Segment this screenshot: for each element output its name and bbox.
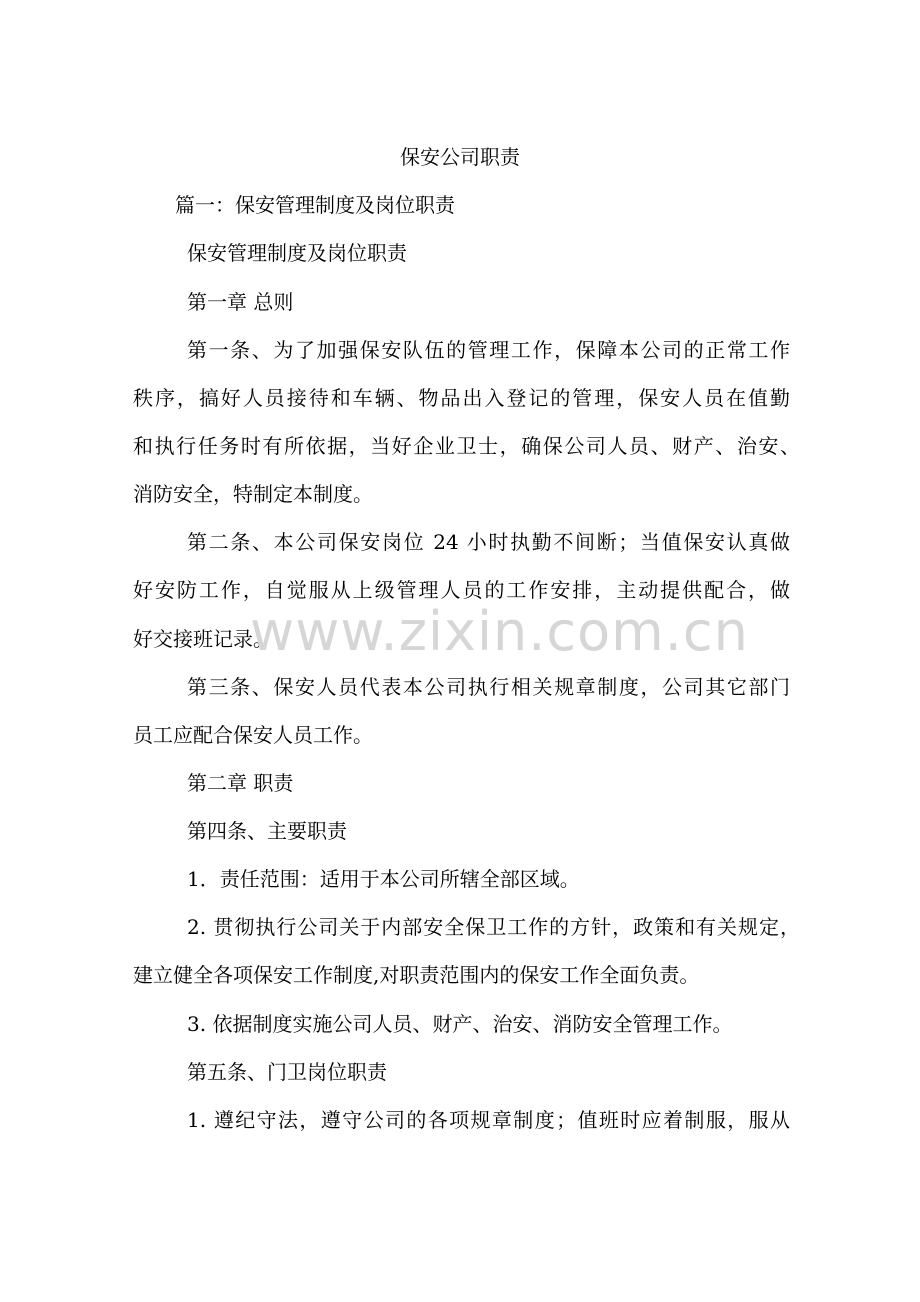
paragraph-line: 第三条、保安人员代表本公司执行相关规章制度，公司其它部门 bbox=[187, 675, 790, 699]
article-heading: 第四条、主要职责 bbox=[187, 819, 347, 843]
paragraph-line: 建立健全各项保安工作制度,对职责范围内的保安工作全面负责。 bbox=[133, 963, 700, 987]
list-item: 1. 遵纪守法，遵守公司的各项规章制度；值班时应着制服，服从 bbox=[187, 1108, 790, 1132]
page-title: 保安公司职责 bbox=[400, 145, 520, 169]
paragraph-line: 秩序，搞好人员接待和车辆、物品出入登记的管理，保安人员在值勤 bbox=[133, 386, 790, 410]
list-item: 3. 依据制度实施公司人员、财产、治安、消防安全管理工作。 bbox=[187, 1012, 733, 1036]
section-heading: 篇一：保安管理制度及岗位职责 bbox=[175, 193, 455, 217]
list-item: 1．责任范围：适用于本公司所辖全部区域。 bbox=[187, 867, 580, 891]
chapter-heading: 第一章 总则 bbox=[187, 290, 294, 314]
paragraph-line: 好交接班记录。 bbox=[133, 627, 273, 651]
paragraph-line: 第一条、为了加强保安队伍的管理工作，保障本公司的正常工作 bbox=[187, 338, 790, 362]
paragraph-line: 消防安全，特制定本制度。 bbox=[133, 482, 373, 506]
paragraph-line: 第二条、本公司保安岗位 24 小时执勤不间断；当值保安认真做 bbox=[187, 530, 790, 554]
list-item: 2. 贯彻执行公司关于内部安全保卫工作的方针，政策和有关规定， bbox=[187, 915, 800, 939]
paragraph-line: 员工应配合保安人员工作。 bbox=[133, 723, 373, 747]
paragraph-line: 和执行任务时有所依据，当好企业卫士，确保公司人员、财产、治安、 bbox=[133, 434, 800, 458]
article-heading: 第五条、门卫岗位职责 bbox=[187, 1060, 387, 1084]
chapter-heading: 第二章 职责 bbox=[187, 771, 294, 795]
subheading: 保安管理制度及岗位职责 bbox=[187, 241, 407, 265]
paragraph-line: 好安防工作，自觉服从上级管理人员的工作安排，主动提供配合，做 bbox=[133, 578, 790, 602]
watermark-text: www.zixin.com.cn bbox=[250, 600, 749, 663]
